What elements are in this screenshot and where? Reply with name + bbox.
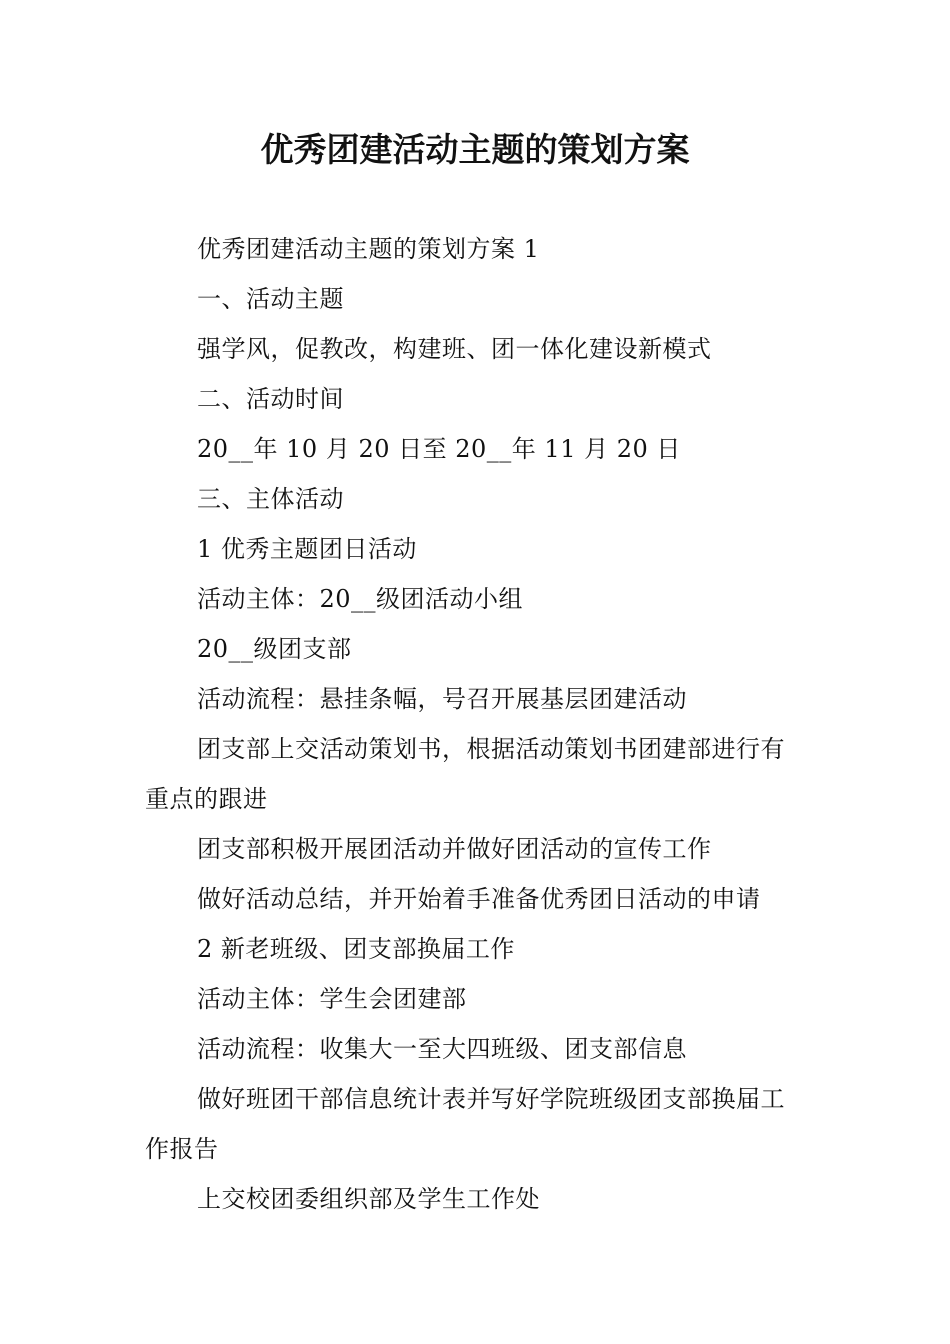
paragraph-activity-2-submit: 上交校团委组织部及学生工作处: [197, 1185, 540, 1213]
paragraph-activity-1-summary: 做好活动总结，并开始着手准备优秀团日活动的申请: [197, 885, 761, 913]
paragraph-activity-2-report: 做好班团干部信息统计表并写好学院班级团支部换届工作报告: [145, 1085, 785, 1163]
paragraph-time-text: 20__年 10 月 20 日至 20__年 11 月 20 日: [197, 435, 681, 463]
paragraph-heading-theme: 一、活动主题: [197, 285, 344, 313]
paragraph-activity-1-subject: 活动主体：20__级团活动小组: [197, 585, 524, 613]
paragraph-theme-text: 强学风，促教改，构建班、团一体化建设新模式: [197, 335, 712, 363]
paragraph-activity-1-followup: 团支部上交活动策划书，根据活动策划书团建部进行有重点的跟进: [145, 735, 785, 813]
paragraph-activity-1-branch: 20__级团支部: [197, 635, 352, 663]
paragraph-section-heading: 优秀团建活动主题的策划方案 1: [197, 235, 540, 263]
paragraph-heading-activities: 三、主体活动: [197, 485, 344, 513]
paragraph-heading-time: 二、活动时间: [197, 385, 344, 413]
document-body: [145, 224, 809, 1224]
paragraph-activity-1-process: 活动流程：悬挂条幅，号召开展基层团建活动: [197, 685, 687, 713]
paragraph-activity-2-title: 2 新老班级、团支部换届工作: [197, 935, 515, 963]
paragraph-activity-1-title: 1 优秀主题团日活动: [197, 535, 417, 563]
paragraph-activity-2-subject: 活动主体：学生会团建部: [197, 985, 467, 1013]
paragraph-activity-2-process: 活动流程：收集大一至大四班级、团支部信息: [197, 1035, 687, 1063]
document-title: 优秀团建活动主题的策划方案: [260, 130, 690, 169]
paragraph-activity-1-promotion: 团支部积极开展团活动并做好团活动的宣传工作: [197, 835, 712, 863]
